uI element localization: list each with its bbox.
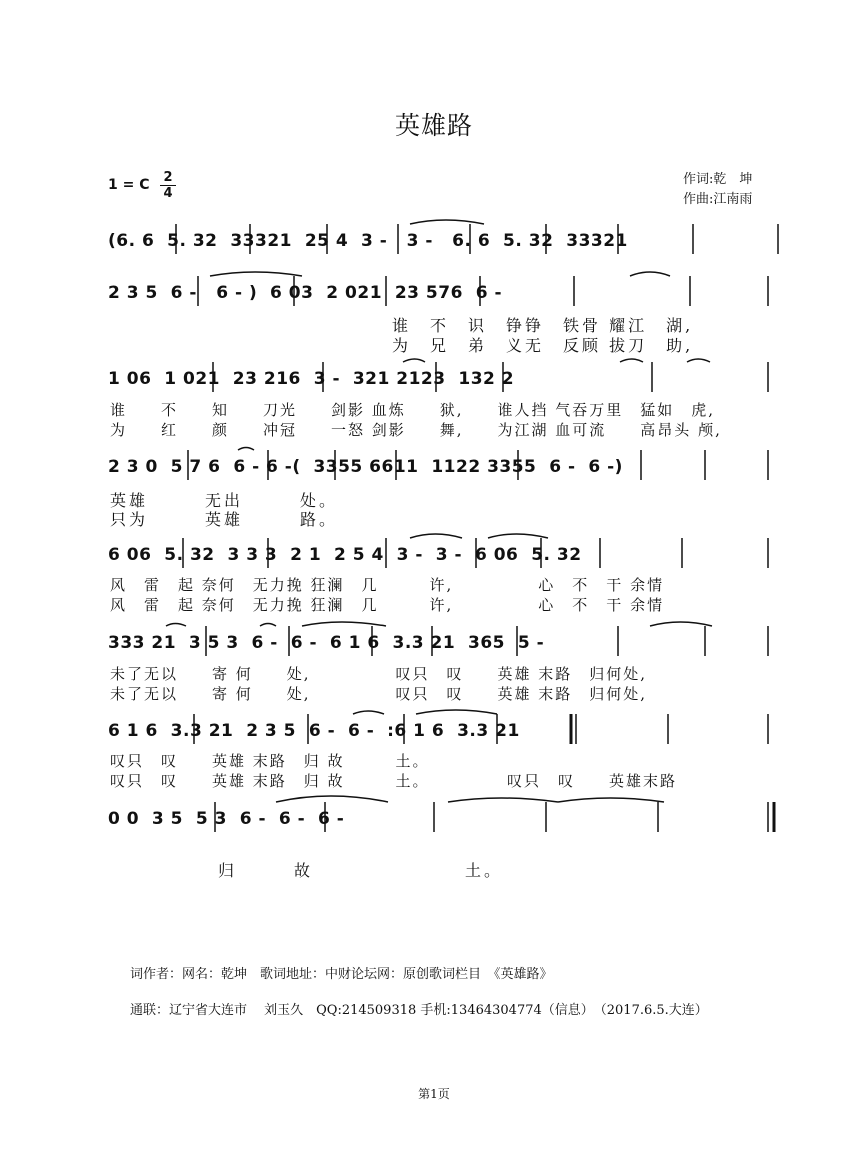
lyric-line-3-verse-1: 谁 不 知 刀光 剑影 血炼 狱, 谁人挡 气吞万里 猛如 虎, <box>110 401 716 419</box>
lyric-line-2-verse-1: 谁 不 识 铮铮 铁骨 耀江 湖, <box>392 316 694 335</box>
notation-line-6: 333 21 3 5 3 6 - 6 - 6 1 6 3.3 21 365 5 - <box>108 633 545 653</box>
lyric-line-7-verse-2: 叹只 叹 英雄 末路 归 故 土。 叹只 叹 英雄末路 <box>110 772 678 790</box>
notation-line-2: 2 3 5 6 - 6 - ) 6 03 2 021 23 576 6 - <box>108 283 503 303</box>
footer-lyricist-info: 词作者：网名：乾坤 歌词地址：中财论坛网：原创歌词栏目 《英雄路》 <box>130 967 553 982</box>
notation-line-1: (6. 6 5. 32 33321 25 4 3 - 3 - 6. 6 5. 32 33321 <box>108 231 628 251</box>
notation-line-8: 0 0 3 5 5 3 6 - 6 - 6 - <box>108 809 345 829</box>
lyric-line-3-verse-2: 为 红 颜 冲冠 一怒 剑影 舞, 为江湖 血可流 高昂头 颅, <box>110 421 722 439</box>
score-line-8 <box>108 809 780 849</box>
notation-line-7: 6 1 6 3.3 21 2 3 5 6 - 6 - :6 1 6 3.3 21 <box>108 721 520 741</box>
time-signature-bottom: 4 <box>163 186 173 201</box>
lyric-line-4-verse-2: 只为 英雄 路。 <box>110 510 339 529</box>
lyric-line-6-verse-1: 未了无以 寄 何 处, 叹只 叹 英雄 末路 归何处, <box>110 665 648 683</box>
key-signature: 1 = C <box>108 177 150 193</box>
composer-credit: 作曲:江南雨 <box>683 192 753 207</box>
lyric-line-7-verse-1: 叹只 叹 英雄 末路 归 故 土。 <box>110 752 430 770</box>
notation-line-5: 6 06 5. 32 3 3 3 2 1 2 5 4 3 - 3 - 6 06 5. 32 <box>108 545 582 565</box>
lyric-line-2-verse-2: 为 兄 弟 义无 反顾 拔刀 助, <box>392 336 694 355</box>
song-title: 英雄路 <box>394 111 473 140</box>
lyric-line-5-verse-2: 风 雷 起 奈何 无力挽 狂澜 几 许, 心 不 干 余情 <box>110 596 665 614</box>
lyric-line-8: 归 故 土。 <box>218 861 504 880</box>
lyricist-credit: 作词:乾 坤 <box>683 172 753 187</box>
notation-line-3: 1 06 1 021 23 216 3 - 321 2123 132 2 <box>108 369 515 389</box>
lyric-line-5-verse-1: 风 雷 起 奈何 无力挽 狂澜 几 许, 心 不 干 余情 <box>110 576 665 594</box>
score-line-1 <box>108 231 780 271</box>
page-number: 第1页 <box>418 1087 450 1101</box>
notation-line-4: 2 3 0 5 7 6 6 - 6 -( 3355 6611 1122 3355 6 - 6 -) <box>108 457 623 477</box>
lyric-line-4-verse-1: 英雄 无出 处。 <box>110 491 339 510</box>
time-signature-top: 2 <box>160 170 176 186</box>
footer-contact-info: 通联：辽宁省大连市 刘玉久 QQ:214509318 手机:13464304774（信息） （2017.6.5.大连） <box>130 1003 708 1018</box>
time-signature <box>160 170 176 201</box>
lyric-line-6-verse-2: 未了无以 寄 何 处, 叹只 叹 英雄 末路 归何处, <box>110 685 648 703</box>
